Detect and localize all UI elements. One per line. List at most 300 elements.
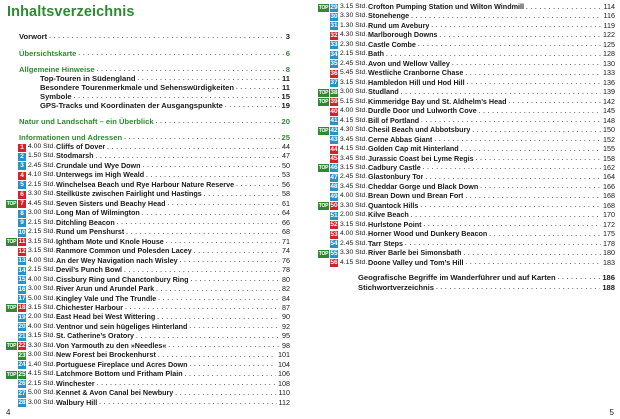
- leader-dots: [180, 257, 280, 265]
- tour-row[interactable]: [6, 295, 290, 304]
- tour-number-badge: 36: [330, 69, 338, 77]
- tour-duration: 4.00 Std.: [340, 230, 368, 238]
- tour-row[interactable]: [318, 50, 615, 59]
- tour-number-badge: 54: [330, 240, 338, 248]
- tour-duration: 4.15 Std.: [340, 258, 368, 266]
- tour-number-badge: 43: [330, 136, 338, 144]
- tour-name: Unterwegs im High Weald: [56, 171, 145, 180]
- tour-name: Crundale und Wye Down: [56, 161, 141, 170]
- tour-number-badge: 49: [330, 192, 338, 200]
- leader-dots: [436, 284, 600, 292]
- leader-dots: [418, 41, 601, 49]
- tour-number-badge: 16: [18, 285, 26, 293]
- tour-page: 166: [603, 181, 615, 191]
- tour-duration: 2.15 Std.: [340, 50, 368, 58]
- tour-duration: 3.15 Std.: [28, 332, 56, 340]
- tour-row[interactable]: [318, 136, 615, 145]
- top-tour-badge: TOP: [318, 99, 329, 106]
- tour-row[interactable]: [318, 69, 615, 78]
- tour-page: 98: [282, 340, 290, 350]
- tour-duration: 4.00 Std.: [28, 322, 56, 330]
- tour-page: 58: [282, 189, 290, 199]
- tour-page: 175: [603, 229, 615, 239]
- tour-row[interactable]: [6, 276, 290, 285]
- leader-dots: [157, 314, 280, 322]
- top-tour-badge: TOP: [6, 201, 17, 208]
- tour-page: 125: [603, 39, 615, 49]
- toc-entry[interactable]: [19, 32, 290, 41]
- tour-row[interactable]: [6, 304, 290, 313]
- tour-row[interactable]: [318, 107, 615, 116]
- tour-name: Horner Wood und Dunkery Beacon: [368, 230, 488, 239]
- tour-page: 155: [603, 144, 615, 154]
- toc-entry-label: Informationen und Adressen: [19, 133, 123, 142]
- tour-row[interactable]: [6, 257, 290, 266]
- leader-dots: [142, 210, 280, 218]
- tour-row[interactable]: [6, 200, 290, 209]
- tour-number-badge: 7: [18, 200, 26, 208]
- tour-row[interactable]: [6, 247, 290, 256]
- tour-number-badge: 45: [330, 155, 338, 163]
- tour-duration: 3.30 Std.: [28, 190, 56, 198]
- toc-entry-label: Vorwort: [19, 32, 48, 41]
- tour-number-badge: 31: [330, 22, 338, 30]
- tour-row[interactable]: [6, 380, 290, 389]
- tour-row[interactable]: [318, 202, 615, 211]
- tour-number-badge: 20: [18, 323, 26, 331]
- leader-dots: [465, 70, 601, 78]
- tour-row[interactable]: [6, 332, 290, 341]
- toc-entry-page: 11: [281, 83, 290, 92]
- tour-duration: 2.45 Std.: [340, 173, 368, 181]
- tour-number-badge: 3: [18, 162, 26, 170]
- tour-page: 78: [282, 265, 290, 275]
- tour-number-badge: 26: [18, 380, 26, 388]
- leader-dots: [508, 98, 601, 106]
- tour-page: 114: [603, 2, 615, 11]
- tour-row[interactable]: [6, 323, 290, 332]
- tour-page: 183: [603, 257, 615, 267]
- tour-row[interactable]: [318, 230, 615, 239]
- toc-entry[interactable]: [19, 65, 290, 74]
- tour-page: 168: [603, 191, 615, 201]
- leader-dots: [96, 153, 280, 161]
- leader-dots: [461, 146, 601, 154]
- tour-number-badge: 38: [330, 88, 338, 96]
- tour-duration: 3.30 Std.: [340, 249, 368, 257]
- tour-row[interactable]: [6, 285, 290, 294]
- tour-number-badge: 46: [330, 164, 338, 172]
- tour-row[interactable]: [318, 3, 615, 12]
- leader-dots: [421, 117, 601, 125]
- leader-dots: [452, 60, 601, 68]
- top-tour-badge: TOP: [6, 239, 17, 246]
- tour-number-badge: 25: [18, 370, 26, 378]
- toc-entry-label: Symbole: [40, 92, 72, 101]
- tour-number-badge: 27: [18, 389, 26, 397]
- tour-page: 56: [282, 179, 290, 189]
- tour-name: Winchelsea Beach und Rye Harbour Nature Reserve: [56, 180, 235, 189]
- tour-number-badge: 13: [18, 257, 26, 265]
- tour-duration: 2.15 Std.: [28, 218, 56, 226]
- leader-dots: [124, 134, 279, 142]
- tour-number-badge: 11: [18, 238, 26, 246]
- tour-name: Rund um Avebury: [368, 21, 430, 30]
- tour-name: Chesil Beach und Abbotsbury: [368, 126, 471, 135]
- tour-number-badge: 50: [330, 202, 338, 210]
- toc-entry[interactable]: [40, 74, 290, 83]
- tour-number-badge: 39: [330, 98, 338, 106]
- tour-duration: 3.45 Std.: [340, 154, 368, 162]
- toc-entry[interactable]: [358, 283, 615, 292]
- tour-page: 168: [603, 200, 615, 210]
- tour-row[interactable]: [6, 171, 290, 180]
- tour-duration: 3.00 Std.: [28, 209, 56, 217]
- tour-number-badge: 19: [18, 313, 26, 321]
- tour-number-badge: 28: [18, 399, 26, 407]
- leader-dots: [526, 4, 602, 12]
- toc-entry-label: Natur und Landschaft – ein Überblick: [19, 117, 154, 126]
- tour-page: 170: [603, 210, 615, 220]
- tour-name: Stodmarsh: [56, 152, 94, 161]
- tour-row[interactable]: [318, 31, 615, 40]
- leader-dots: [465, 259, 601, 267]
- leader-dots: [125, 304, 280, 312]
- leader-dots: [431, 22, 601, 30]
- tour-number-badge: 56: [330, 259, 338, 267]
- tour-row[interactable]: [318, 155, 615, 164]
- tour-number-badge: 37: [330, 79, 338, 87]
- tour-page: 150: [603, 125, 615, 135]
- tour-name: Ventnor und sein hügeliges Hinterland: [56, 322, 188, 331]
- tour-page: 145: [603, 106, 615, 116]
- tour-row[interactable]: [6, 313, 290, 322]
- tour-number-badge: 35: [330, 60, 338, 68]
- tour-name: Castle Combe: [368, 40, 416, 49]
- tour-duration: 3.45 Std.: [340, 135, 368, 143]
- tour-row[interactable]: [318, 164, 615, 173]
- tour-name: Walbury Hill: [56, 398, 98, 407]
- tour-row[interactable]: [318, 12, 615, 21]
- tour-page: 92: [282, 321, 290, 331]
- tour-page: 44: [282, 142, 290, 151]
- tour-page: 76: [282, 255, 290, 265]
- tour-number-badge: 30: [330, 12, 338, 20]
- tour-number-badge: 12: [18, 247, 26, 255]
- tour-page: 101: [278, 350, 290, 360]
- toc-entry-label: Allgemeine Hinweise: [19, 65, 95, 74]
- tour-number-badge: 40: [330, 107, 338, 115]
- leader-dots: [479, 108, 601, 116]
- leader-dots: [465, 193, 601, 201]
- leader-dots: [411, 212, 601, 220]
- tour-name: Marlborough Downs: [368, 31, 438, 40]
- tour-row[interactable]: [6, 219, 290, 228]
- tour-number-badge: 47: [330, 173, 338, 181]
- tour-duration: 2.15 Std.: [28, 266, 56, 274]
- tour-page: 71: [282, 236, 290, 246]
- tour-duration: 1.50 Std.: [28, 152, 56, 160]
- tour-name: Chichester Harbour: [56, 303, 124, 312]
- tour-duration: 3.00 Std.: [28, 351, 56, 359]
- tour-page: 61: [282, 198, 290, 208]
- leader-dots: [185, 371, 276, 379]
- tour-row[interactable]: [6, 228, 290, 237]
- leader-dots: [166, 238, 280, 246]
- leader-dots: [411, 13, 601, 21]
- tour-row[interactable]: [6, 342, 290, 351]
- tour-number-badge: 34: [330, 50, 338, 58]
- tour-row[interactable]: [318, 240, 615, 249]
- tour-name: Avon und Wellow Valley: [368, 59, 450, 68]
- tour-number-badge: 17: [18, 295, 26, 303]
- tour-row[interactable]: [6, 209, 290, 218]
- tour-page: 130: [603, 58, 615, 68]
- leader-dots: [136, 333, 280, 341]
- tour-name: Doone Valley und Tom’s Hill: [368, 258, 464, 267]
- leader-dots: [117, 219, 280, 227]
- tour-number-badge: 55: [330, 249, 338, 257]
- tour-number-badge: 8: [18, 210, 26, 218]
- tour-row[interactable]: [318, 145, 615, 154]
- tour-page: 104: [278, 359, 290, 369]
- tour-name: Seven Sisters und Beachy Head: [56, 199, 166, 208]
- leader-dots: [476, 155, 601, 163]
- tour-page: 133: [603, 68, 615, 78]
- leader-dots: [225, 102, 280, 110]
- tour-page: 122: [603, 30, 615, 40]
- tour-page: 152: [603, 134, 615, 144]
- tour-duration: 3.15 Std.: [28, 237, 56, 245]
- toc-entry[interactable]: [40, 101, 290, 110]
- tour-name: Crofton Pumping Station und Wilton Windmill: [368, 3, 524, 11]
- page-number-left: 4: [6, 408, 11, 417]
- tour-duration: 5.00 Std.: [28, 294, 56, 302]
- leader-dots: [74, 93, 280, 101]
- tour-row[interactable]: [6, 370, 290, 379]
- tour-row[interactable]: [318, 88, 615, 97]
- leader-dots: [489, 231, 601, 239]
- tour-name: Quantock Hills: [368, 201, 419, 210]
- tour-name: Cheddar Gorge und Black Down: [368, 182, 479, 191]
- tour-duration: 4.00 Std.: [28, 275, 56, 283]
- toc-entry[interactable]: [40, 92, 290, 101]
- tour-page: 87: [282, 302, 290, 312]
- tour-duration: 4.00 Std.: [340, 107, 368, 115]
- tour-number-badge: 23: [18, 351, 26, 359]
- tour-row[interactable]: [6, 152, 290, 161]
- tour-name: Bill of Portland: [368, 116, 420, 125]
- leader-dots: [194, 248, 280, 256]
- tour-page: 178: [603, 238, 615, 248]
- tour-name: Bath: [368, 50, 384, 59]
- tour-name: Durdle Door und Lulworth Cove: [368, 107, 477, 116]
- leader-dots: [78, 50, 283, 58]
- toc-entry-label: Geografische Begriffe im Wanderführer und auf Karten: [358, 273, 556, 282]
- tour-name: Ranmore Common und Polesden Lacey: [56, 247, 192, 256]
- tour-duration: 3.15 Std.: [28, 303, 56, 311]
- tour-duration: 2.45 Std.: [340, 239, 368, 247]
- tour-number-badge: 24: [18, 361, 26, 369]
- tour-row[interactable]: [318, 192, 615, 201]
- tour-duration: 3.15 Std.: [340, 78, 368, 86]
- tour-page: 164: [603, 172, 615, 182]
- tour-row[interactable]: [318, 79, 615, 88]
- leader-dots: [439, 32, 601, 40]
- tour-page: 110: [278, 388, 290, 398]
- tour-row[interactable]: [318, 22, 615, 31]
- toc-entry[interactable]: [19, 133, 290, 142]
- toc-entry-page: 3: [285, 32, 290, 41]
- tour-name: Von Yarmouth zu den »Needles«: [56, 341, 167, 350]
- tour-duration: 2.15 Std.: [28, 228, 56, 236]
- tour-number-badge: 2: [18, 153, 26, 161]
- tour-row[interactable]: [6, 238, 290, 247]
- toc-entry-page: 11: [281, 74, 290, 83]
- leader-dots: [420, 202, 601, 210]
- tour-duration: 3.45 Std.: [340, 182, 368, 190]
- leader-dots: [107, 144, 280, 152]
- tour-name: Kilve Beach: [368, 211, 409, 220]
- tour-row[interactable]: [318, 221, 615, 230]
- tour-row[interactable]: [318, 98, 615, 107]
- top-tour-badge: TOP: [6, 343, 17, 350]
- tour-duration: 5.00 Std.: [28, 389, 56, 397]
- tour-page: 119: [603, 20, 615, 30]
- tour-name: Ightham Mote und Knole House: [56, 237, 164, 246]
- tour-name: Cerne Abbas Giant: [368, 135, 433, 144]
- tour-page: 108: [278, 378, 290, 388]
- tour-duration: 2.00 Std.: [340, 211, 368, 219]
- tour-duration: 3.30 Std.: [340, 201, 368, 209]
- tour-duration: 5.15 Std.: [340, 97, 368, 105]
- tour-name: Glastonbury Tor: [368, 173, 424, 182]
- tour-duration: 3.30 Std.: [340, 12, 368, 20]
- tour-duration: 3.00 Std.: [28, 285, 56, 293]
- leader-dots: [124, 267, 280, 275]
- tour-name: Westliche Cranborne Chase: [368, 69, 464, 78]
- leader-dots: [99, 399, 276, 407]
- tour-duration: 2.00 Std.: [28, 313, 56, 321]
- tour-row[interactable]: [318, 183, 615, 192]
- tour-row[interactable]: [6, 181, 290, 190]
- leader-dots: [480, 183, 601, 191]
- tour-duration: 5.45 Std.: [340, 69, 368, 77]
- tour-name: Tarr Steps: [368, 239, 404, 248]
- tour-row[interactable]: [318, 259, 615, 268]
- tour-row[interactable]: [6, 389, 290, 398]
- tour-number-badge: 15: [18, 276, 26, 284]
- leader-dots: [156, 118, 280, 126]
- leader-dots: [189, 323, 280, 331]
- tour-name: Portuguese Fireplace und Acres Down: [56, 360, 188, 369]
- toc-entry-page: 25: [281, 133, 290, 142]
- tour-row[interactable]: [318, 117, 615, 126]
- tour-row[interactable]: [6, 143, 290, 152]
- leader-dots: [168, 342, 280, 350]
- top-tour-badge: TOP: [318, 203, 329, 210]
- tour-duration: 3.15 Std.: [28, 247, 56, 255]
- tour-name: Golden Cap mit Hinterland: [368, 145, 459, 154]
- top-tour-badge: TOP: [318, 250, 329, 257]
- tour-row[interactable]: [6, 399, 290, 408]
- tour-row[interactable]: [6, 361, 290, 370]
- leader-dots: [158, 352, 276, 360]
- toc-entry[interactable]: [40, 83, 290, 92]
- tour-row[interactable]: [318, 60, 615, 69]
- tour-duration: 4.45 Std.: [28, 199, 56, 207]
- tour-page: 66: [282, 217, 290, 227]
- tour-name: River Arun und Arundel Park: [56, 285, 155, 294]
- toc-entry-label: Stichwortverzeichnis: [358, 283, 434, 292]
- tour-row[interactable]: [318, 211, 615, 220]
- toc-entry-label: GPS-Tracks und Koordinaten der Ausgangspunkte: [40, 101, 223, 110]
- tour-row[interactable]: [6, 266, 290, 275]
- tour-row[interactable]: [318, 41, 615, 50]
- tour-page: 80: [282, 274, 290, 284]
- tour-number-badge: 48: [330, 183, 338, 191]
- leader-dots: [146, 172, 280, 180]
- toc-entry[interactable]: [19, 117, 290, 126]
- tour-number-badge: 5: [18, 181, 26, 189]
- tour-number-badge: 41: [330, 117, 338, 125]
- toc-entry[interactable]: [358, 273, 615, 282]
- tour-row[interactable]: [6, 190, 290, 199]
- leader-dots: [423, 164, 601, 172]
- leader-dots: [236, 181, 280, 189]
- tour-number-badge: 18: [18, 304, 26, 312]
- tour-page: 64: [282, 208, 290, 218]
- leader-dots: [236, 84, 280, 92]
- tour-name: Kingley Vale und The Trundle: [56, 294, 157, 303]
- leader-dots: [434, 136, 601, 144]
- tour-page: 136: [603, 77, 615, 87]
- tour-page: 116: [603, 11, 615, 21]
- toc-entry-page: 15: [281, 92, 290, 101]
- tour-page: 84: [282, 293, 290, 303]
- tour-name: Stonehenge: [368, 12, 410, 21]
- tour-duration: 2.30 Std.: [340, 40, 368, 48]
- tour-duration: 4.00 Std.: [28, 256, 56, 264]
- tour-number-badge: 10: [18, 228, 26, 236]
- tour-duration: 3.15 Std.: [340, 220, 368, 228]
- tour-name: Steilküste zwischen Fairlight und Hastings: [56, 190, 202, 199]
- right-page: [310, 0, 620, 419]
- tour-number-badge: 44: [330, 145, 338, 153]
- tour-row[interactable]: [318, 126, 615, 135]
- tour-row[interactable]: [318, 173, 615, 182]
- tour-duration: 3.00 Std.: [340, 88, 368, 96]
- leader-dots: [167, 200, 280, 208]
- toc-entry-page: 186: [602, 273, 615, 282]
- leader-dots: [467, 79, 601, 87]
- toc-entry[interactable]: [19, 49, 290, 58]
- tour-row[interactable]: [6, 351, 290, 360]
- leader-dots: [97, 380, 276, 388]
- top-tour-badge: TOP: [318, 89, 329, 96]
- leader-dots: [49, 33, 284, 41]
- leader-dots: [558, 274, 601, 282]
- toc-entry-page: 188: [602, 283, 615, 292]
- leader-dots: [401, 89, 601, 97]
- tour-duration: 4.10 Std.: [28, 171, 56, 179]
- tour-row[interactable]: [318, 249, 615, 258]
- tour-page: 74: [282, 246, 290, 256]
- tour-duration: 3.00 Std.: [28, 398, 56, 406]
- leader-dots: [97, 66, 284, 74]
- leader-dots: [126, 229, 280, 237]
- tour-row[interactable]: [6, 162, 290, 171]
